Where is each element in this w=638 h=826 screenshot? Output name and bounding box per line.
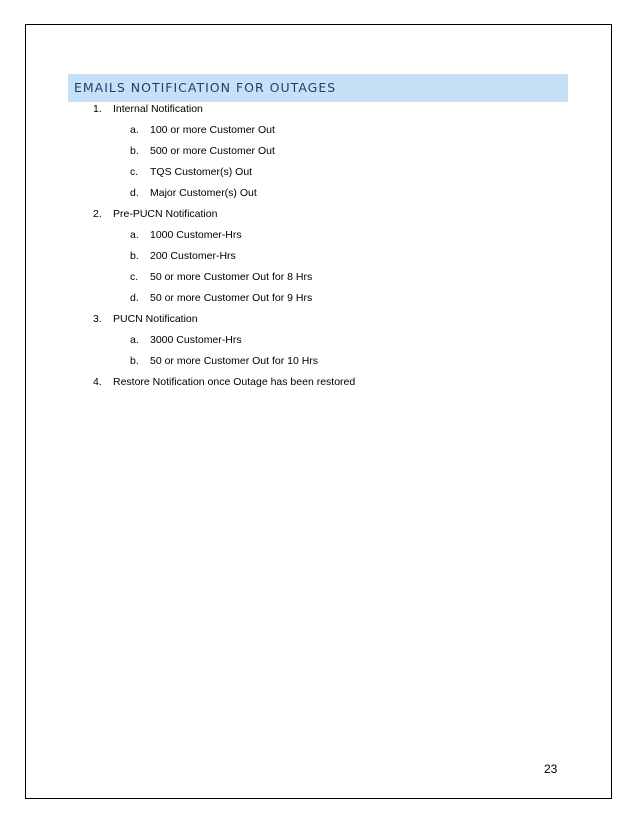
list-item-text: 500 or more Customer Out xyxy=(150,145,275,157)
list-item xyxy=(0,375,638,389)
list-item-text: Internal Notification xyxy=(113,103,203,115)
list-item-text: 50 or more Customer Out for 9 Hrs xyxy=(150,292,313,304)
list-marker: 2. xyxy=(93,208,102,220)
list-item-text: 100 or more Customer Out xyxy=(150,124,275,136)
list-item-text: PUCN Notification xyxy=(113,313,198,325)
list-marker: b. xyxy=(130,250,139,262)
list-marker: b. xyxy=(130,145,139,157)
sub-list-item xyxy=(0,249,638,263)
sub-list-item xyxy=(0,270,638,284)
list-item xyxy=(0,207,638,221)
list-item xyxy=(0,102,638,116)
sub-list-item xyxy=(0,333,638,347)
list-marker: c. xyxy=(130,271,139,283)
list-item-text: 200 Customer-Hrs xyxy=(150,250,236,262)
list-item-text: Major Customer(s) Out xyxy=(150,187,257,199)
list-marker: a. xyxy=(130,334,139,346)
sub-list-item xyxy=(0,186,638,200)
list-marker: a. xyxy=(130,124,139,136)
sub-list-item xyxy=(0,291,638,305)
list-marker: 3. xyxy=(93,313,102,325)
page-number: 23 xyxy=(544,762,558,776)
list-item-text: 50 or more Customer Out for 8 Hrs xyxy=(150,271,313,283)
list-marker: d. xyxy=(130,292,139,304)
list-item-text: 50 or more Customer Out for 10 Hrs xyxy=(150,355,319,367)
list-item xyxy=(0,312,638,326)
list-marker: d. xyxy=(130,187,139,199)
sub-list-item xyxy=(0,228,638,242)
list-item-text: Restore Notification once Outage has been restored xyxy=(113,376,356,388)
list-marker: 1. xyxy=(93,103,102,115)
list-item-text: Pre-PUCN Notification xyxy=(113,208,218,220)
list-item-text: TQS Customer(s) Out xyxy=(150,166,253,178)
list-marker: 4. xyxy=(93,376,102,388)
sub-list-item xyxy=(0,144,638,158)
list-marker: c. xyxy=(130,166,139,178)
list-marker: a. xyxy=(130,229,139,241)
sub-list-item xyxy=(0,123,638,137)
list-item-text: 3000 Customer-Hrs xyxy=(150,334,242,346)
list-item-text: 1000 Customer-Hrs xyxy=(150,229,242,241)
sub-list-item xyxy=(0,354,638,368)
section-heading: EMAILS NOTIFICATION FOR OUTAGES xyxy=(68,74,568,102)
list-marker: b. xyxy=(130,355,139,367)
sub-list-item xyxy=(0,165,638,179)
